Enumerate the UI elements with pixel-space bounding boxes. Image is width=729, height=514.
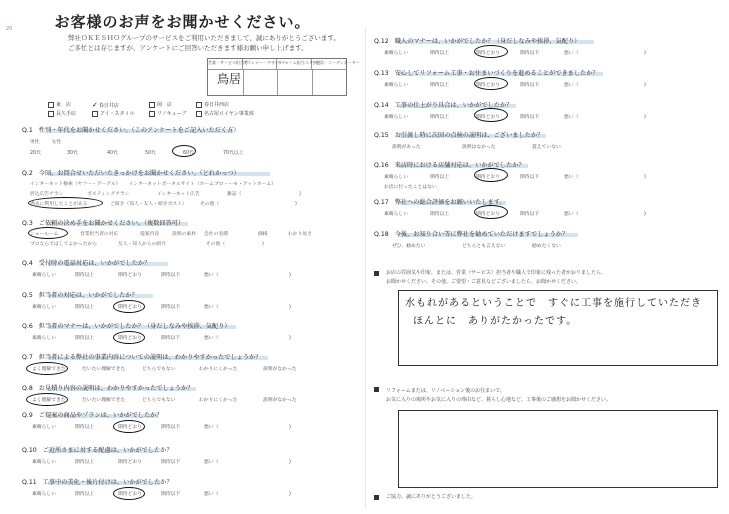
question-q11: Q.11 工事中の美化・後片付けは、いかがでしたか？ [22,479,173,486]
question-q12: Q.12 職人のマナーは、いかがでしたか？（身だしなみや挨拶、気配り） [374,38,581,45]
question-q9: Q.9 ご提案の商品やプランは、いかがでしたか？ [22,412,163,419]
checkbox[interactable] [48,111,54,117]
comment1-heading-line2: お聞かせください。その他、ご要望・ご意見などございましたら、お聞かせください。 [386,279,582,285]
answer-circle [26,362,68,375]
store-option[interactable]: リノキューブ [149,110,186,117]
bullet-icon [374,271,379,276]
q11-answers: 素晴らしい 期待以上 期待どおり 期待以下 悪い（ ) [32,492,291,497]
handwritten-comment-line2: ほんとに ありがたかったです。 [413,316,578,327]
question-q3: Q.3 ご依頼の決め手をお聞かせください。（複数回答可） [22,220,185,227]
q16-answers: 素晴らしい 期待以上 期待どおり 期待以下 悪い（ ) [384,175,646,180]
question-q15: Q.15 お引渡し時に次回の点検の説明は、ございましたか？ [374,132,544,139]
answer-circle [474,77,508,90]
question-q7: Q.7 担当者による弊社の事業内容についての説明は、わかりやすかったでしょうか？ [22,354,262,361]
q3-options-row2: プロならではしてよかったから 友人・知人からの紹介 その他（ ) [30,242,264,247]
bullet-icon [374,495,379,500]
question-q1: Q.1 性別・年代をお聞かせください。（このアンケートをご記入いただく方） [22,127,240,134]
staff-stamp-name: 鳥居 [217,72,242,86]
checkbox[interactable] [149,111,155,117]
q18-answers: ぜひ、勧めたい どちらとも言えない 勧めたくない [392,244,561,249]
q1-gender-options: 男性 女性 [30,140,62,145]
store-option-checked[interactable]: ✓春日井店 [92,101,119,109]
answer-circle [474,168,508,182]
intro-line-2: ご多忙とは存じますが、アンケートにご回答いただきます様お願い申し上げます。 [68,44,308,52]
question-q2: Q.2 今回、お問合せいただいたきっかけをお聞かせください。（どれかっつ） [22,170,240,177]
q5-answers: 素晴らしい 期待以上 期待どおり 期待以下 悪い（ ) [32,305,291,310]
q2-options-row3: 過去に利用したことがある ご紹介（知人・友人・紹介ポスト） その他（ ) [30,202,297,207]
q13-answers: 素晴らしい 期待以上 期待どおり 期待以下 悪い（ ) [384,83,646,88]
answer-circle [113,487,145,500]
answer-circle [113,420,145,433]
checkbox[interactable] [196,111,202,117]
q1-age-options: 20代 30代 40代 50代 60代 70代以上 [30,151,244,156]
answer-circle [172,145,196,157]
question-q14: Q.14 工事の仕上がり具合は、いかがでしたか？ [374,102,513,109]
store-option[interactable]: 春日井西店 [196,101,229,108]
q7-answers: よく理解できた だいたい理解できた どちらでもない わかりにくかった 説明がなかった [32,367,297,372]
answer-circle [26,393,68,406]
q17-answers: 素晴らしい 期待以上 期待どおり 期待以下 悪い（ ) [384,212,646,217]
answer-circle [113,331,145,344]
q6-answers: 素晴らしい 期待以上 期待どおり 期待以下 悪い（ ) [32,336,291,341]
checkbox[interactable] [196,102,202,108]
q14-answers: 素晴らしい 期待以上 期待どおり 期待以下 悪い（ ) [384,115,646,120]
question-q10: Q.10 ご近所さまに対する配慮は、いかがでしたか？ [22,447,173,454]
q10-answers: 素晴らしい 期待以上 期待どおり 期待以下 悪い（ ) [32,460,291,465]
answer-circle [474,45,508,58]
survey-title: お客様のお声をお聞かせください。 [54,13,311,31]
q8-answers: よく理解できた だいたい理解できた どちらでもない わかりにくかった 説明がなかった [32,398,297,403]
question-q13: Q.13 安心してリフォーム工事・お住まいづくりを進めることができましたか？ [374,70,599,77]
staff-header-sales: 営業・サービス担当者 [208,59,243,70]
question-q18: Q.18 今後、お知り合い等に弊社を勧めていただけますでしょうか？ [374,231,569,238]
question-q4: Q.4 受付時の電話対応は、いかがでしたか？ [22,260,151,267]
q2-options-row1: インターネット検索（ヤフー・グーグル） インターネットポータルサイト（ホームプロ・ーモ・アットホーム） [30,182,277,187]
checkbox[interactable] [149,102,155,108]
answer-circle [113,300,145,313]
comment1-heading-line1: お店の雰囲気や印象、または、営業（サービス）担当者や職人で印象に残った者がおりましたら、 [386,270,607,276]
answer-circle [474,108,508,122]
q15-answers: 説明があった 説明はなかった 覚えていない [392,145,561,150]
question-q16: Q.16 来店時における店舗対応は、いかがでしたか？ [374,162,525,169]
checkbox[interactable] [92,111,98,117]
answer-circle [474,205,508,219]
staff-header-planner: プランナー・デザイナー [243,59,277,70]
question-q8: Q.8 お見積り内容の説明は、わかりやすかったでしょうか？ [22,385,194,392]
staff-header-reform: リフォーム担当スタッフ [277,59,312,70]
question-q17: Q.17 弊社への総合評価をお願いいたします。 [374,199,506,206]
page-number: 20 [6,26,13,32]
bullet-icon [374,387,379,392]
comment2-heading-line2: お気に入りの場所やお気に入りの理由など、暮らし心地など、工事後のご感想をお聞かせください。 [386,397,612,403]
question-q6: Q.6 担当者のマナーは、いかがでしたか？（身だしなみや挨拶、気配り） [22,323,231,330]
q12-answers: 素晴らしい 期待以上 期待どおり 期待以下 悪い（ ) [384,51,646,56]
thanks-message: ご協力、誠にありがとうございました。 [386,494,477,500]
store-option[interactable]: 名古屋ロイヤン事業部 [196,110,254,117]
q2-options-row2: 折込広告チラシ ポスティングチラシ インターネット広告 雑誌（ ) [30,192,301,197]
store-option[interactable]: 東 店 [48,101,71,108]
intro-line-1: 弊社ＯＫＥＳＨＯグループのサービスをご利用いただきまして、誠にありがとうございます。 [68,34,340,42]
comment2-heading-line1: リフォームまたは、リノベーション後のお住まいで、 [386,388,506,394]
column-divider [365,28,366,508]
checkbox[interactable] [48,102,54,108]
question-q5: Q.5 担当者の対応は、いかがでしたか？ [22,292,138,299]
store-option[interactable]: 岡 店 [149,101,172,108]
comment2-box[interactable] [398,410,718,488]
handwritten-comment-line1: 水もれがあるということで すぐに工事を施行していただき [405,298,702,309]
q3-options-row1: ショールーム 営業担当者の対応 提案内容 説明の素朴 会社の実績 価格 わかり易さ [30,232,312,237]
checkmark-icon: ✓ [92,101,98,109]
staff-header-coordinator: 手配員・コーディネーター [312,59,346,70]
q9-answers: 素晴らしい 期待以上 期待どおり 期待以下 悪い（ ) [32,425,291,430]
store-option[interactable]: アイ・スタイル [92,110,134,117]
answer-circle [28,197,103,209]
q4-answers: 素晴らしい 期待以上 期待どおり 期待以下 悪い（ ) [32,273,291,278]
store-option[interactable]: 長久手店 [48,110,76,117]
q16-extra-answer: お店に行ったことはない [384,185,437,190]
answer-circle [28,227,68,239]
